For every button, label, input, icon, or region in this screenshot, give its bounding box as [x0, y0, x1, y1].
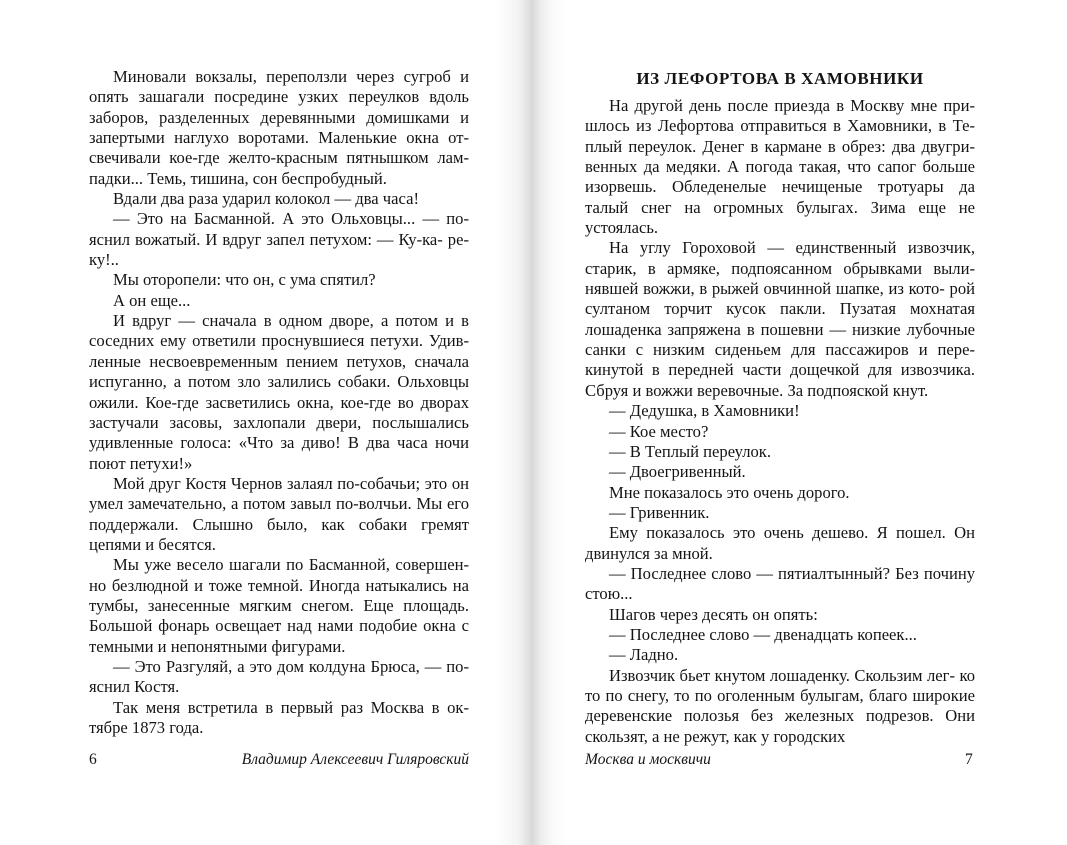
paragraph: — В Теплый переулок. — [609, 441, 772, 461]
right-page-text — [585, 68, 975, 747]
paragraph: — Дедушка, в Хамовники! — [609, 401, 800, 421]
paragraph: — Гривенник. — [609, 502, 710, 522]
paragraph: Миновали вокзалы, переползли через сугроб и опять зашагали посредине узких переулков вдоль заборов, разделенных деревянными домишками и запертыми наглухо воротами. Маленькие окна от- свечивали кое-где желто-красным пятнышком лам- падки... Темь, тишина, сон беспробудный. — [89, 67, 469, 188]
paragraph: Мне показалось это очень дорого. — [609, 482, 850, 502]
paragraph: Вдали два раза ударил колокол — два часа! — [113, 189, 419, 209]
right-page — [531, 0, 1067, 845]
paragraph: Ему показалось это очень дешево. Я пошел. Он двинулся за мной. — [585, 523, 975, 563]
page-number: 7 — [965, 751, 973, 768]
paragraph: — Двоегривенный. — [609, 462, 746, 482]
paragraph: — Ладно. — [609, 645, 679, 665]
page-number: 6 — [89, 751, 97, 768]
paragraph: Мы уже весело шагали по Басманной, совершен- но безлюдной и тоже темной. Иногда натыкались на тумбы, занесенные мягким снегом. Еще площадь. Большой фонарь освещает над нами подобие окна с темными и непонятными фигурами. — [89, 555, 469, 656]
paragraph: — Это на Басманной. А это Ольховцы... — по- яснил вожатый. И вдруг запел петухом: — Ку-ка- ре-ку!.. — [89, 209, 469, 270]
paragraph: Мой друг Костя Чернов залаял по-собачьи; это он умел замечательно, а потом завыл по-волчьи. Мы его поддержали. Слышно было, как собаки гремят цепями и бесятся. — [89, 473, 469, 554]
chapter-heading: ИЗ ЛЕФОРТОВА В ХАМОВНИКИ — [636, 69, 924, 88]
paragraph: — Последнее слово — пятиалтынный? Без почину стою... — [585, 563, 975, 604]
paragraph: И вдруг — сначала в одном дворе, а потом и в соседних ему ответили проснувшиеся петухи. Удив- ленные несвоевременным пением петухов, сначала испуганно, а потом зло залились собаки. Ольховцы ожили. Кое-где засветились окна, кое-где во дворах застучали засовы, захлопали двери, послышались удивленные голоса: «Что за диво! В два часа ночи поют петухи!» — [89, 311, 469, 473]
left-page-text — [89, 67, 469, 738]
paragraph: Так меня встретила в первый раз Москва в ок- тябре 1873 года. — [89, 697, 469, 737]
paragraph: На углу Гороховой — единственный извозчик, старик, в армяке, подпоясанном обрывками выли- нявшей вожжи, в рыжей овчинной шапке, из кото- рой султаном торчит кусок пакли. Пузатая мохнатая лошаденка запряжена в пошевни — низкие лубочные санки с низким сиденьем для пассажиров и пере- кинутой в передней части дощечкой для извозчика. Сбруя и вожжи веревочные. За подпояской кнут. — [585, 238, 975, 400]
running-title-author: Владимир Алексеевич Гиляровский — [241, 751, 469, 768]
left-page — [0, 0, 531, 845]
paragraph: Извозчик бьет кнутом лошаденку. Скользим лег- ко то по снегу, то по оголенным булыгам, благо широкие деревенские полозья без железных подрезов. Они скользят, а не режут, как у городских — [585, 665, 975, 746]
paragraph: А он еще... — [113, 290, 191, 310]
paragraph: Мы оторопели: что он, с ума спятил? — [113, 270, 376, 290]
paragraph: На другой день после приезда в Москву мне при- шлось из Лефортова отправиться в Хамовники, в Те- плый переулок. Денег в кармане в обрез: два двугри- венных да медяки. А погода такая, что сапог больше изорвешь. Обледенелые нечищеные тротуары да талый снег на огромных булыгах. Зима еще не устоялась. — [585, 96, 975, 238]
paragraph: Шагов через десять он опять: — [609, 604, 818, 624]
paragraph: — Последнее слово — двенадцать копеек... — [609, 624, 917, 644]
paragraph: — Кое место? — [609, 421, 709, 441]
paragraph: — Это Разгуляй, а это дом колдуна Брюса, — по- яснил Костя. — [89, 656, 469, 697]
running-title-book: Москва и москвичи — [585, 751, 711, 768]
